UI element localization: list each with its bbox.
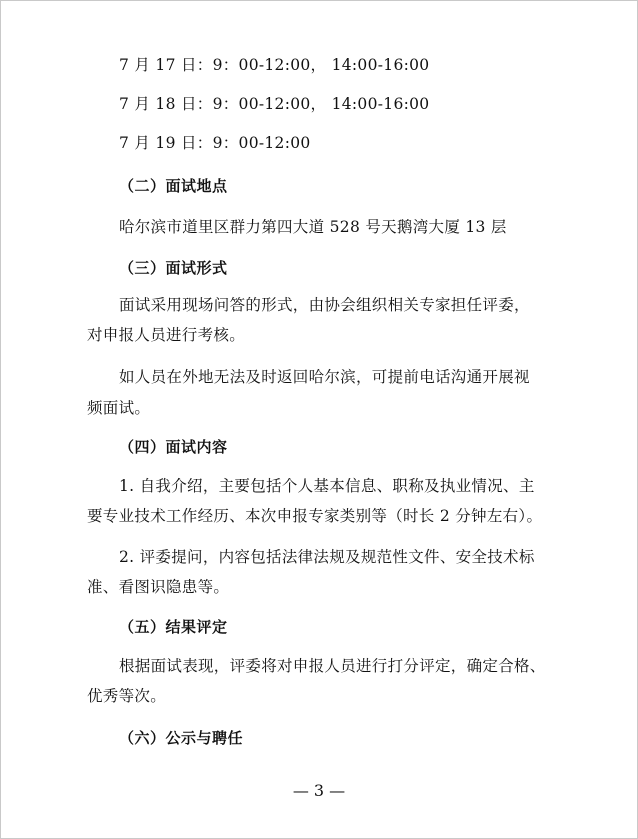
schedule-line-1: 7 月 17 日：9：00-12:00， 14:00-16:00 [119,56,430,74]
evaluation-line-2: 优秀等次。 [87,687,167,705]
content-item-1-line-2: 要专业技术工作经历、本次申报专家类别等（时长 2 分钟左右）。 [87,507,543,525]
format-paragraph-2-line-2: 频面试。 [87,399,151,417]
section-heading-content: （四）面试内容 [119,438,228,456]
schedule-line-3: 7 月 19 日：9：00-12:00 [119,134,311,152]
evaluation-line-1: 根据面试表现，评委将对申报人员进行打分评定，确定合格、 [119,657,546,675]
page-number: — 3 — [292,781,346,800]
format-paragraph-1-line-2: 对申报人员进行考核。 [87,326,246,344]
section-heading-evaluation: （五）结果评定 [119,618,228,636]
format-paragraph-2-line-1: 如人员在外地无法及时返回哈尔滨，可提前电话沟通开展视 [119,368,530,386]
content-item-2-line-1: 2. 评委提问，内容包括法律法规及规范性文件、安全技术标 [119,548,535,566]
section-heading-location: （二）面试地点 [119,177,228,195]
location-address: 哈尔滨市道里区群力第四大道 528 号天鹅湾大厦 13 层 [119,218,507,236]
content-item-2-line-2: 准、看图识隐患等。 [87,578,230,596]
section-heading-publicity: （六）公示与聘任 [119,729,244,747]
schedule-line-2: 7 月 18 日：9：00-12:00， 14:00-16:00 [119,95,430,113]
content-item-1-line-1: 1. 自我介绍，主要包括个人基本信息、职称及执业情况、主 [119,477,535,495]
format-paragraph-1-line-1: 面试采用现场问答的形式，由协会组织相关专家担任评委， [119,296,530,314]
section-heading-format: （三）面试形式 [119,259,228,277]
